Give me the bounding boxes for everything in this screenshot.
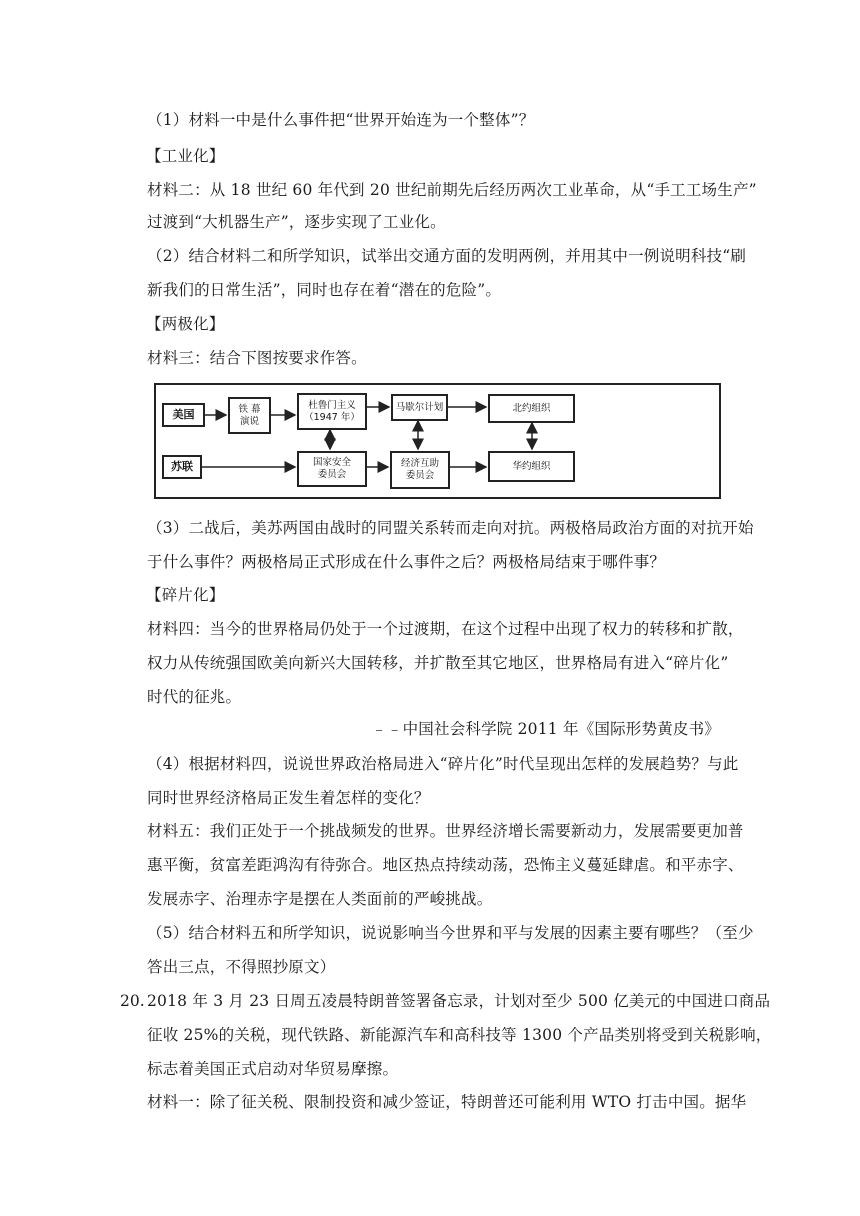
material-5-line-3: 发展赤字、治理赤字是摆在人类面前的严峻挑战。 bbox=[147, 890, 493, 908]
question-20-number: 20. bbox=[120, 992, 145, 1010]
box-truman-line-2: （1947 年） bbox=[304, 411, 360, 423]
box-nato bbox=[488, 394, 575, 423]
box-usa bbox=[162, 403, 205, 427]
material-4-line-2: 权力从传统强国欧美向新兴大国转移，并扩散至其它地区，世界格局有进入“碎片化” bbox=[147, 654, 729, 672]
material-3: 材料三：结合下图按要求作答。 bbox=[147, 349, 367, 367]
box-kgb-line-1: 国家安全 bbox=[312, 457, 351, 468]
question-2-line-1: （2）结合材料二和所学知识，试举出交通方面的发明两例，并用其中一例说明科技“刷 bbox=[147, 247, 747, 265]
box-warsaw-label: 华约组织 bbox=[512, 460, 551, 472]
material-2-line-2: 过渡到“大机器生产”，逐步实现了工业化。 bbox=[147, 213, 446, 231]
box-comecon bbox=[390, 451, 450, 489]
cold-war-diagram bbox=[154, 383, 721, 499]
box-iron-curtain bbox=[228, 397, 271, 434]
question-3-line-1: （3）二战后，美苏两国由战时的同盟关系转而走向对抗。两极格局政治方面的对抗开始 bbox=[147, 519, 754, 537]
question-5-line-2: 答出三点，不得照抄原文） bbox=[147, 958, 336, 976]
question-20-line-3: 标志着美国正式启动对华贸易摩擦。 bbox=[147, 1060, 399, 1078]
box-usa-label: 美国 bbox=[172, 408, 195, 421]
box-comecon-line-1: 经济互助 bbox=[400, 458, 439, 469]
material-5-line-1: 材料五：我们正处于一个挑战频发的世界。世界经济增长需要新动力，发展需要更加普 bbox=[147, 822, 744, 840]
question-3-line-2: 于什么事件？两极格局正式形成在什么事件之后？两极格局结束于哪件事？ bbox=[147, 553, 666, 571]
box-iron-curtain-line-1: 铁 幕 bbox=[238, 403, 261, 415]
question-20-line-2: 征收 25%的关税，现代铁路、新能源汽车和高科技等 1300 个产品类别将受到关税影响， bbox=[147, 1026, 772, 1044]
box-nato-label: 北约组织 bbox=[512, 402, 551, 414]
material-4-line-3: 时代的征兆。 bbox=[147, 688, 242, 706]
heading-bipolarization: 【两极化】 bbox=[146, 315, 225, 333]
box-marshall-label: 马歇尔计划 bbox=[395, 401, 444, 413]
material-5-line-2: 惠平衡，贫富差距鸿沟有待弥合。地区热点持续动荡，恐怖主义蔓延肆虐。和平赤字、 bbox=[147, 856, 744, 874]
question-5-line-1: （5）结合材料五和所学知识，说说影响当今世界和平与发展的因素主要有哪些？（至少 bbox=[147, 924, 754, 942]
heading-fragmentation: 【碎片化】 bbox=[146, 586, 225, 604]
box-truman-doctrine bbox=[297, 393, 367, 430]
box-truman-line-1: 杜鲁门主义 bbox=[308, 399, 356, 411]
question-20-line-1: 2018 年 3 月 23 日周五凌晨特朗普签署备忘录，计划对至少 500 亿美元的中国进口商品 bbox=[147, 992, 771, 1010]
box-iron-curtain-line-2: 演说 bbox=[239, 415, 259, 427]
question-4-line-1: （4）根据材料四，说说世界政治格局进入“碎片化”时代呈现出怎样的发展趋势？与此 bbox=[147, 755, 739, 773]
box-ussr-label: 苏联 bbox=[171, 460, 193, 473]
box-warsaw-pact bbox=[488, 451, 575, 482]
material-4-source: ﹣﹣中国社会科学院 2011 年《国际形势黄皮书》 bbox=[371, 720, 720, 738]
material-2-line-1: 材料二：从 18 世纪 60 年代到 20 世纪前期先后经历两次工业革命，从“手工工场生产” bbox=[147, 181, 757, 199]
box-marshall-plan bbox=[391, 394, 448, 421]
box-ussr bbox=[162, 455, 202, 479]
heading-industrialization: 【工业化】 bbox=[146, 147, 225, 165]
box-comecon-line-2: 委员会 bbox=[405, 470, 435, 481]
box-kgb bbox=[297, 451, 367, 487]
question-4-line-2: 同时世界经济格局正发生着怎样的变化？ bbox=[147, 789, 430, 807]
box-kgb-line-2: 委员会 bbox=[317, 469, 347, 480]
question-2-line-2: 新我们的日常生活”，同时也存在着“潜在的危险”。 bbox=[147, 281, 502, 299]
material-4-line-1: 材料四：当今的世界格局仍处于一个过渡期，在这个过程中出现了权力的转移和扩散， bbox=[147, 620, 744, 638]
question-1: （1）材料一中是什么事件把“世界开始连为一个整体”？ bbox=[147, 111, 535, 129]
question-20-material-1: 材料一：除了征关税、限制投资和减少签证，特朗普还可能利用 WTO 打击中国。据华 bbox=[147, 1093, 747, 1111]
